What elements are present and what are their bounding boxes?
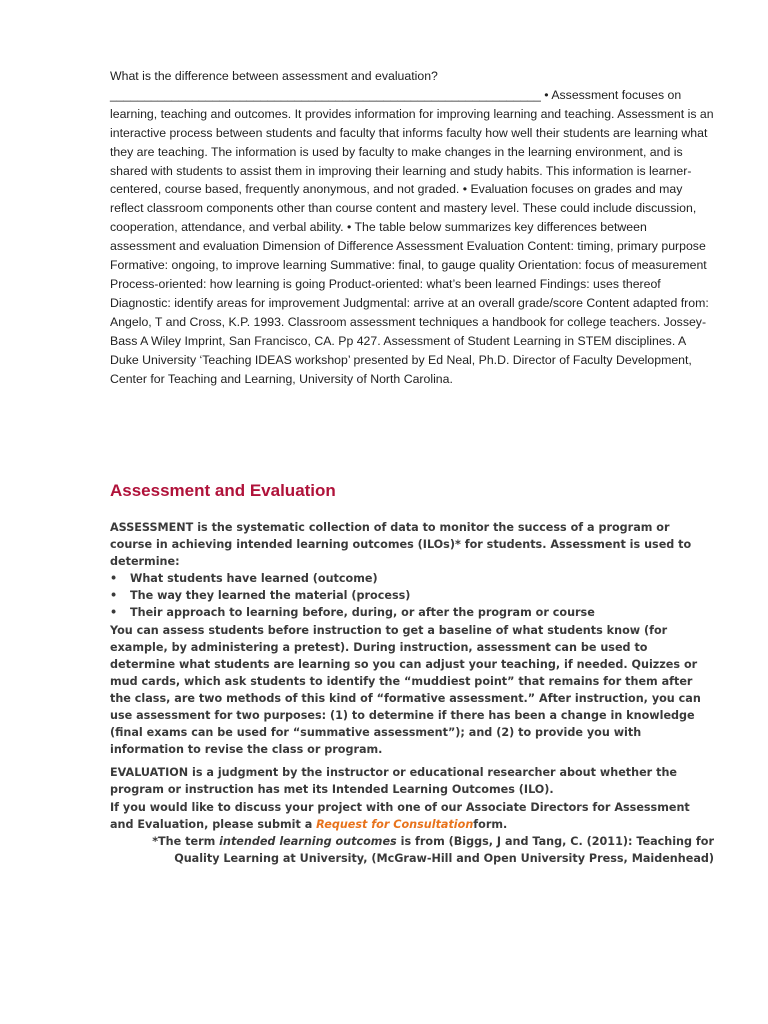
footnote-prefix: *The term xyxy=(152,834,220,848)
consultation-text: If you would like to discuss your project with one of our Associate Directors for Assessment and Evaluation, please submit a xyxy=(110,800,690,831)
list-item-text: The way they learned the material (process) xyxy=(130,589,411,603)
list-item-text: What students have learned (outcome) xyxy=(130,572,378,586)
footnote xyxy=(110,833,714,867)
assessment-evaluation-content xyxy=(110,519,714,867)
intro-body xyxy=(110,86,714,389)
footnote-term: intended learning outcomes xyxy=(219,834,397,848)
assessment-definition: ASSESSMENT is the systematic collection of data to monitor the success of a program or course in achieving intended learning outcomes (ILOs)* for students. Assessment is used to determine: xyxy=(110,521,692,569)
list-item-text: Their approach to learning before, during, or after the program or course xyxy=(130,606,595,620)
list-item xyxy=(110,604,714,621)
intro-body-text: • Assessment focuses on learning, teaching and outcomes. It provides information for improving learning and teaching. Assessment is an interactive process between students and faculty that informs faculty how well their students are learning what they are teaching. The information is used by faculty to make changes in the learning environment, and is shared with students to assist them in improving their learning and study habits. This information is learner-centered, course based, frequently anonymous, and not graded. • Evaluation focuses on grades and may reflect classroom components other than course content and mastery level. These could include discussion, cooperation, attendance, and verbal ability. • The table below summarizes key differences between assessment and evaluation Dimension of Difference Assessment Evaluation Content: timing, primary purpose Formative: ongoing, to improve learning Summative: final, to gauge quality Orientation: focus of measurement Process-oriented: how learning is going Product-oriented: what’s been learned Findings: uses thereof Diagnostic: identify areas for improvement Judgmental: arrive at an overall grade/score Content adapted from: Angelo, T and Cross, K.P. 1993. Classroom assessment techniques a handbook for college teachers. Jossey-Bass A Wiley Imprint, San Francisco, CA. Pp 427. Assessment of Student Learning in STEM disciplines. A Duke University ‘Teaching IDEAS workshop’ presented by Ed Neal, Ph.D. Director of Faculty Development, Center for Teaching and Learning, University of North Carolina. xyxy=(110,87,714,386)
footnote-citation: is from (Biggs, J and Tang, C. (2011): Teaching for Quality Learning at University, (McGraw-Hill and Open University Press, Maidenhead) xyxy=(174,834,714,865)
question-heading: What is the difference between assessment and evaluation? xyxy=(110,69,438,83)
bullet-icon: • xyxy=(110,606,118,620)
request-consultation-link[interactable]: Request for Consultation xyxy=(316,817,474,831)
answer-blank-line: _______________________________________________________________ xyxy=(110,87,541,102)
section-heading: Assessment and Evaluation xyxy=(110,481,336,500)
intro-text-block xyxy=(110,67,714,388)
consultation-paragraph xyxy=(110,799,714,833)
list-item xyxy=(110,570,714,587)
evaluation-definition: EVALUATION is a judgment by the instructor or educational researcher about whether the program or instruction has met its Intended Learning Outcomes (ILO). xyxy=(110,766,677,797)
assessment-purpose-list xyxy=(110,570,714,621)
assessment-detail: You can assess students before instruction to get a baseline of what students know (for example, by administering a pretest). During instruction, assessment can be used to determine what students are learning so you can adjust your teaching, if needed. Quizzes or mud cards, which ask students to identify the “muddiest point” that remains for them after the class, are two methods of this kind of “formative assessment.” After instruction, you can use assessment for two purposes: (1) to determine if there has been a change in knowledge (final exams can be used for “summative assessment”); and (2) to provide you with information to revise the class or program. xyxy=(110,623,701,757)
bullet-icon: • xyxy=(110,589,118,603)
bullet-icon: • xyxy=(110,572,118,586)
consultation-suffix: form. xyxy=(473,817,508,831)
list-item xyxy=(110,587,714,604)
